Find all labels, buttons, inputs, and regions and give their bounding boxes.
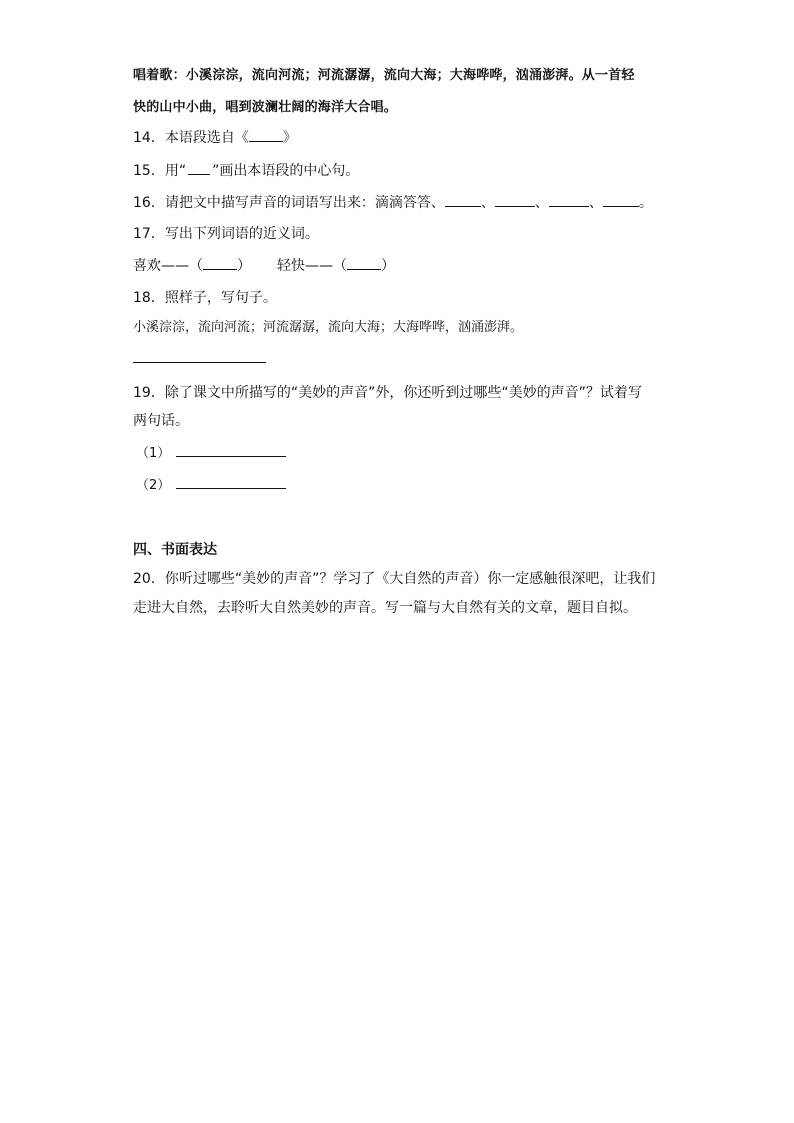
passage-line-2: 快的山中小曲，唱到波澜壮阔的海洋大合唱。 — [133, 100, 398, 115]
separator: 、 — [588, 195, 603, 211]
question-16-prefix: 16．请把文中描写声音的词语写出来：滴滴答答、 — [133, 195, 445, 211]
answer-19-1-label: （1） — [136, 446, 171, 461]
question-20-line-2: 走进大自然，去聆听大自然美妙的声音。写一篇与大自然有关的文章，题目自拟。 — [133, 600, 637, 616]
close-paren: ） — [237, 258, 251, 274]
answer-19-1 — [136, 442, 286, 464]
question-17-items — [133, 255, 395, 276]
answer-blank-16-3[interactable] — [549, 192, 589, 207]
question-19-line-1: 19．除了课文中所描写的“美妙的声音”外，你还听到过哪些“美妙的声音”？试着写 — [133, 385, 642, 401]
underline-sample — [188, 160, 210, 175]
answer-blank-17-2[interactable] — [347, 255, 381, 270]
answer-line-18[interactable] — [133, 362, 266, 363]
question-20-line-1: 20．你听过哪些“美妙的声音”？学习了《大自然的声音）你一定感触很深吧，让我们 — [133, 571, 656, 587]
question-19-line-2: 两句话。 — [133, 413, 189, 429]
separator: 、 — [534, 195, 549, 211]
question-16-end: 。 — [638, 195, 653, 211]
answer-19-2 — [136, 474, 286, 496]
answer-blank-16-2[interactable] — [495, 192, 535, 207]
question-17: 17．写出下列词语的近义词。 — [133, 226, 319, 242]
answer-blank-16-1[interactable] — [445, 192, 481, 207]
question-15 — [133, 160, 359, 181]
answer-blank-17-1[interactable] — [203, 255, 237, 270]
answer-19-2-label: （2） — [136, 478, 171, 493]
answer-line-19-1[interactable] — [176, 442, 286, 457]
answer-line-19-2[interactable] — [176, 474, 286, 489]
synonym-item-1: 喜欢——（ — [133, 258, 203, 274]
question-18: 18．照样子，写句子。 — [133, 290, 277, 306]
separator: 、 — [480, 195, 495, 211]
question-14-prefix: 14．本语段选自《 — [133, 130, 249, 146]
question-15-suffix: ”画出本语段的中心句。 — [212, 163, 360, 179]
question-18-example: 小溪淙淙，流向河流；河流潺潺，流向大海；大海哗哗，汹涌澎湃。 — [133, 320, 524, 335]
question-16 — [133, 192, 653, 213]
question-14 — [133, 127, 297, 148]
passage-line-1: 唱着歌：小溪淙淙，流向河流；河流潺潺，流向大海；大海哗哗，汹涌澎湃。从一首轻 — [133, 68, 635, 83]
question-15-prefix: 15．用“ — [133, 163, 187, 179]
close-paren: ） — [381, 258, 395, 274]
section-heading: 四、书面表达 — [133, 542, 217, 558]
answer-blank-14[interactable] — [249, 127, 283, 142]
question-14-suffix: 》 — [282, 130, 297, 146]
answer-blank-16-4[interactable] — [603, 192, 639, 207]
synonym-item-2: 轻快——（ — [277, 258, 347, 274]
